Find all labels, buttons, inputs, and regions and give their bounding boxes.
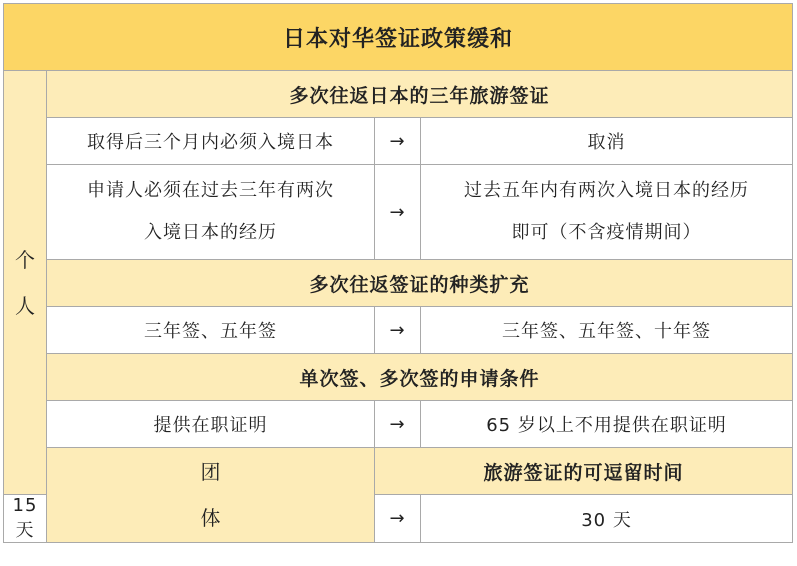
visa-policy-table-container xyxy=(3,3,792,561)
group-label-individual xyxy=(4,71,47,495)
group-label-group xyxy=(47,448,375,543)
after-cell xyxy=(421,165,793,260)
group-label-char: 个 xyxy=(15,247,35,272)
after-line: 过去五年内有两次入境日本的经历 xyxy=(464,180,749,201)
section-heading: 旅游签证的可逗留时间 xyxy=(375,448,793,495)
before-cell: 三年签、五年签 xyxy=(47,307,375,354)
group-label-char: 团 xyxy=(200,460,221,484)
group-label-char: 体 xyxy=(200,506,221,530)
before-cell xyxy=(47,165,375,260)
after-cell: 30 天 xyxy=(421,495,793,543)
arrow-icon: → xyxy=(375,118,421,165)
before-cell: 提供在职证明 xyxy=(47,401,375,448)
group-label-char: 人 xyxy=(15,293,35,318)
before-cell: 取得后三个月内必须入境日本 xyxy=(47,118,375,165)
after-line: 即可（不含疫情期间） xyxy=(511,222,702,243)
before-line: 入境日本的经历 xyxy=(144,222,277,243)
section-heading: 多次往返日本的三年旅游签证 xyxy=(47,71,793,118)
after-cell: 取消 xyxy=(421,118,793,165)
arrow-icon: → xyxy=(375,401,421,448)
visa-policy-table xyxy=(3,3,793,543)
section-heading: 单次签、多次签的申请条件 xyxy=(47,354,793,401)
arrow-icon: → xyxy=(375,307,421,354)
section-heading: 多次往返签证的种类扩充 xyxy=(47,260,793,307)
after-cell: 三年签、五年签、十年签 xyxy=(421,307,793,354)
table-title: 日本对华签证政策缓和 xyxy=(4,4,793,71)
before-cell: 15 天 xyxy=(4,495,47,543)
after-cell: 65 岁以上不用提供在职证明 xyxy=(421,401,793,448)
arrow-icon: → xyxy=(375,165,421,260)
before-line: 申请人必须在过去三年有两次 xyxy=(87,180,334,201)
arrow-icon: → xyxy=(375,495,421,543)
